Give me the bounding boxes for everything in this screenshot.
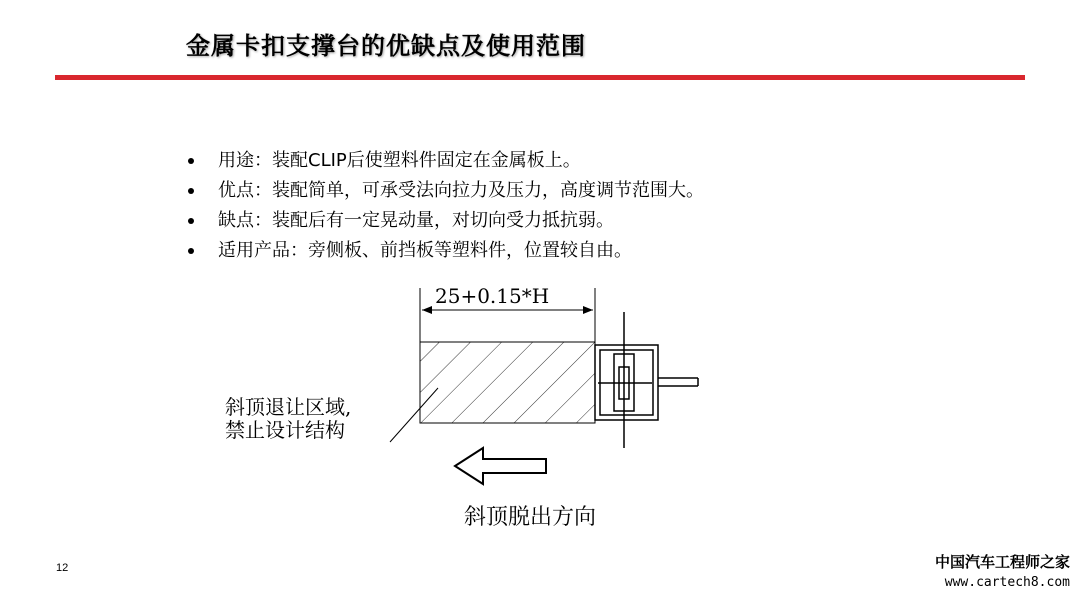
bullet-item: 用途：装配CLIP后使塑料件固定在金属板上。 xyxy=(186,146,704,176)
zone-label-line2: 禁止设计结构 xyxy=(225,418,345,442)
watermark-logo-url: www.cartech8.com xyxy=(944,575,1070,590)
bullet-item: 缺点：装配后有一定晃动量，对切向受力抵抗弱。 xyxy=(186,206,704,236)
clip-diagram xyxy=(200,270,720,540)
bullet-list xyxy=(186,146,704,266)
direction-label: 斜顶脱出方向 xyxy=(464,505,597,530)
hatched-zone xyxy=(420,342,595,423)
title-underline xyxy=(55,75,1025,80)
watermark-logo-name: 中国汽车工程师之家 xyxy=(934,553,1070,571)
zone-label-line1: 斜顶退让区域, xyxy=(225,395,352,419)
dimension-label: 25+0.15*H xyxy=(435,284,550,308)
left-arrow-icon xyxy=(455,448,546,484)
page-number: 12 xyxy=(56,562,69,574)
bullet-item: 优点：装配简单，可承受法向拉力及压力，高度调节范围大。 xyxy=(186,176,704,206)
bullet-dot-icon xyxy=(188,218,194,224)
slide-title: 金属卡扣支撑台的优缺点及使用范围 xyxy=(186,32,586,60)
clip-part xyxy=(595,312,698,448)
bullet-dot-icon xyxy=(188,248,194,254)
bullet-dot-icon xyxy=(188,188,194,194)
bullet-dot-icon xyxy=(188,158,194,164)
bullet-item: 适用产品：旁侧板、前挡板等塑料件，位置较自由。 xyxy=(186,236,704,266)
